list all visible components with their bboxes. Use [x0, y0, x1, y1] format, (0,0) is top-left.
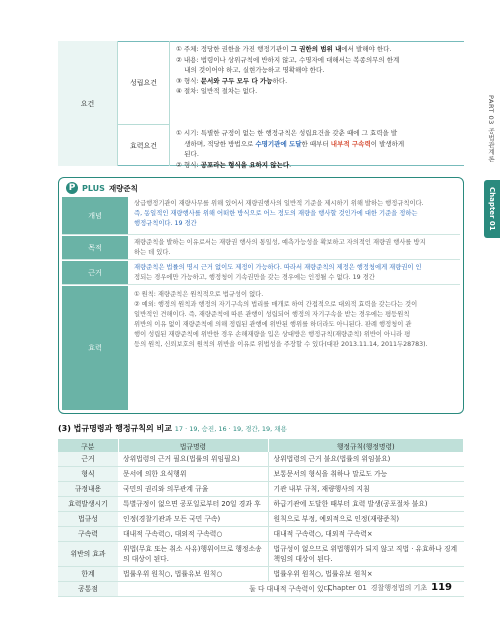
plus-row-concept	[62, 197, 460, 235]
formation-requirements-label: 성립요건	[118, 41, 170, 125]
formation-requirements-list	[176, 44, 466, 97]
column-header: 구분	[58, 439, 118, 452]
table-row: 형식 문서에 의한 요식행위 보통문서의 형식을 취하나 말로도 가능	[58, 467, 464, 482]
comparison-table	[58, 439, 464, 597]
table-row: 한계 법률우위 원칙○, 법률유보 원칙○ 법률우위 원칙○, 법률유보 원칙×	[58, 567, 464, 582]
column-header: 법규명령	[118, 439, 268, 452]
table-header-row	[58, 439, 464, 452]
list-item: ④ 절차: 일반적 절차는 없다.	[176, 87, 258, 95]
table-row: 규정내용 국민의 권리와 의무관계 규율 기관 내부 규칙, 재량행사의 지침	[58, 482, 464, 497]
plus-row-key: 효력	[62, 286, 128, 410]
table-row: 공통점 둘 다 대내적 구속력이 있다.	[58, 582, 464, 597]
plus-row-purpose	[62, 236, 460, 260]
plus-row-key: 목적	[62, 236, 128, 259]
list-item: ① 주체: 정당한 권한을 가진 행정기관이 그 권한의 범위 내에서 발해야 한다.	[176, 45, 392, 53]
column-header: 행정규칙(행정명령)	[268, 439, 464, 452]
part-label: PART 03 공법관계론	[487, 95, 495, 163]
list-item: 생하며, 적당한 방법으로 수명기관에 도달한 때부터 내부적 구속력이 발생하게	[176, 139, 405, 148]
list-item: 내의 것이어야 하고, 실현가능하고 명확해야 한다.	[176, 66, 325, 74]
plus-row-key: 근거	[62, 261, 128, 284]
plus-title: 재량준칙	[108, 183, 138, 193]
section-title: (3) 법규명령과 행정규칙의 비교 17 · 19, 승진, 16 · 19, 경간, 19, 채용	[58, 424, 287, 433]
page-number: 119	[431, 582, 452, 593]
table-row: 효력발생시기 특별규정이 없으면 공포일로부터 20일 경과 후 하급기관에 도달한 때부터 효력 발생(공포절차 불요)	[58, 497, 464, 512]
table-row: 근거 상위법령의 근거 필요(법률의 위임필요) 상위법령의 근거 불요(법률의 위임불요)	[58, 452, 464, 467]
plus-row-value: ① 원칙: 재량준칙은 원칙적으로 법규성이 없다. ② 예외: 행정의 원칙과 행정의 자기구속의 법리를 매개로 하여 간접적으로 대외적 효력을 갖는다는 것이 일반적인 견해이다. 즉, 재량준칙에 따른 관행이 성립되어 행정의 자기구속을 받는 경우에는 평등원칙 위반의 이유 없이 재량준칙에 의해 정립된 관행에 위반된 행위를 하더라도 아니된다. 판례 행정청이 관 행이 성립된 재량준칙에 위반한 경우 손해재량을 입은 상대방은 행정규칙(재량준칙) 위반이 아니라 평 등의 원칙, 신뢰보호의 원칙의 위반을 이유로 위법성을 주장할 수 있다(대판 2013.11.14, 2011두28783).	[134, 291, 428, 348]
list-item: ③ 형식: 문서와 구두 모두 다 가능하다.	[176, 76, 288, 85]
requirements-group-label: 요건	[58, 41, 118, 166]
plus-word: PLUS	[82, 183, 105, 193]
list-item: 된다.	[176, 150, 199, 158]
effect-requirements-list	[176, 128, 466, 170]
footer-title: 경찰행정법의 기초	[370, 583, 428, 592]
plus-row-value: 상급행정기관이 재량사무를 위해 있어서 재량권행사의 일반적 기준을 제시하기 위해 발하는 행정규칙이다. 즉, 동일적인 재량행사를 위해 어떠한 방식으로 어느 정도의 재량을 행사할 것인가에 대한 기준을 정하는 행정규칙이다. 19 경간	[134, 200, 424, 227]
footer-chapter: Chapter 01	[327, 583, 367, 592]
list-item: ② 형식: 공포라는 형식을 요하지 않는다.	[176, 160, 292, 169]
plus-row-basis	[62, 261, 460, 285]
table-row: 구속력 대내적 구속력○, 대외적 구속력○ 대내적 구속력○, 대외적 구속력×	[58, 527, 464, 542]
table-row: 법규성 인정(경찰기관과 모든 국민 구속) 원칙으로 부정, 예외적으로 인정(재량준칙)	[58, 512, 464, 527]
table-row: 위반의 효과 위법(무효 또는 취소 사유)행위이므로 행정소송의 대상이 된다. 법규성이 없으므로 위법행위가 되지 않고 직법 · 유효하나 징계책임의 대상이 된다.	[58, 542, 464, 567]
page-footer	[328, 582, 452, 593]
plus-row-value: 재량준칙은 법률의 명시 근거 없이도 제정이 가능하다. 따라서 재량준칙의 제정은 행정청에게 재량권이 인 정되는 경우에만 가능하고, 행정청이 기속권만을 갖는 경우에는 인정될 수 없다. 19 경간	[134, 264, 422, 281]
section-tags: 17 · 19, 승진, 16 · 19, 경간, 19, 채용	[174, 425, 287, 433]
list-item: ① 시기: 특별한 규정이 없는 한 행정규칙은 성립요건을 갖춘 때에 그 효력을 발	[176, 129, 398, 137]
plus-row-value: 재량준칙을 발하는 이유로서는 재량권 행사의 통일성, 예측가능성을 확보하고 자의적인 재량권 행사를 방지 하는 데 있다.	[134, 239, 426, 256]
plus-row-effect	[62, 286, 460, 410]
chapter-tab[interactable]: Chapter 01	[484, 180, 500, 238]
plus-row-key: 개념	[62, 197, 128, 234]
list-item: ② 내용: 법령이나 상위규칙에 반하지 않고, 수명자에 대해서는 복종의무의 한계	[176, 55, 400, 64]
effect-requirements-label: 효력요건	[118, 125, 170, 166]
plus-badge-icon: P	[66, 182, 78, 194]
plus-header	[66, 182, 138, 194]
